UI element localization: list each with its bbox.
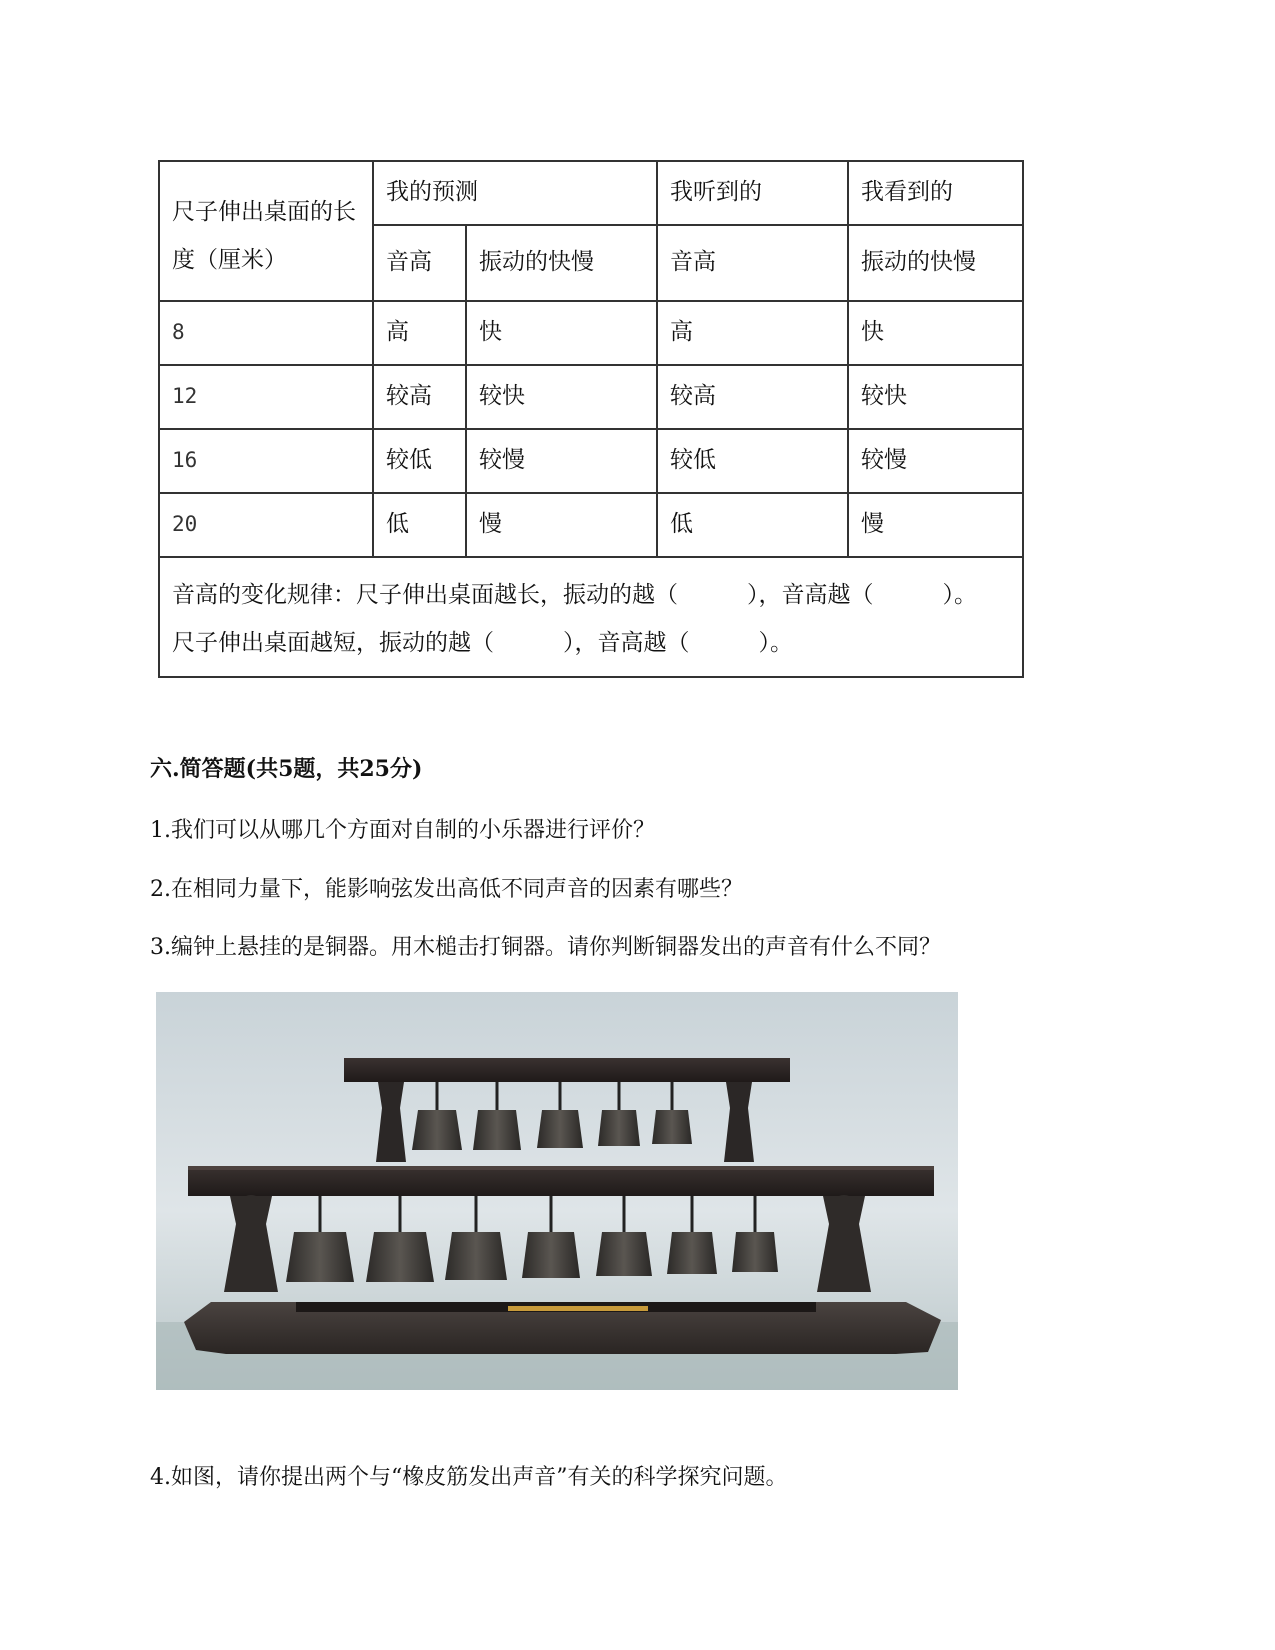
header-prediction: 我的预测 xyxy=(373,161,657,225)
pitch-rule-cell xyxy=(159,557,1023,677)
table-footer-row xyxy=(159,557,1023,677)
cell-heard-pitch: 较低 xyxy=(657,429,848,493)
experiment-table xyxy=(158,160,1024,678)
question-4: 4.如图，请你提出两个与“橡皮筋发出声音”有关的科学探究问题。 xyxy=(150,1465,788,1490)
cell-seen-speed: 较慢 xyxy=(848,429,1023,493)
cell-seen-speed: 慢 xyxy=(848,493,1023,557)
cell-length: 16 xyxy=(159,429,373,493)
section-title: 六.简答题(共5题，共25分) xyxy=(150,756,423,782)
cell-pred-pitch: 低 xyxy=(373,493,466,557)
cell-pred-speed: 快 xyxy=(466,301,657,365)
cell-length: 12 xyxy=(159,365,373,429)
cell-pred-pitch: 高 xyxy=(373,301,466,365)
table-row xyxy=(159,301,1023,365)
cell-heard-pitch: 高 xyxy=(657,301,848,365)
table-row xyxy=(159,429,1023,493)
pitch-rule-line-2: 尺子伸出桌面越短，振动的越（ ），音高越（ ）。 xyxy=(172,630,793,656)
question-2: 2.在相同力量下，能影响弦发出高低不同声音的因素有哪些？ xyxy=(150,877,743,902)
table-header-row xyxy=(159,161,1023,225)
subheader-heard-pitch: 音高 xyxy=(657,225,848,301)
question-1: 1.我们可以从哪几个方面对自制的小乐器进行评价？ xyxy=(150,818,655,843)
cell-heard-pitch: 低 xyxy=(657,493,848,557)
cell-heard-pitch: 较高 xyxy=(657,365,848,429)
subheader-pred-speed: 振动的快慢 xyxy=(466,225,657,301)
table-row xyxy=(159,493,1023,557)
cell-pred-speed: 慢 xyxy=(466,493,657,557)
pitch-rule-line-1: 音高的变化规律：尺子伸出桌面越长，振动的越（ ），音高越（ ）。 xyxy=(172,582,977,608)
cell-length: 8 xyxy=(159,301,373,365)
cell-pred-speed: 较快 xyxy=(466,365,657,429)
cell-seen-speed: 较快 xyxy=(848,365,1023,429)
cell-pred-pitch: 较高 xyxy=(373,365,466,429)
question-3: 3.编钟上悬挂的是铜器。用木槌击打铜器。请你判断铜器发出的声音有什么不同？ xyxy=(150,935,941,960)
table-row xyxy=(159,365,1023,429)
header-heard: 我听到的 xyxy=(657,161,848,225)
header-length: 尺子伸出桌面的长度（厘米） xyxy=(159,161,373,301)
subheader-pred-pitch: 音高 xyxy=(373,225,466,301)
cell-pred-speed: 较慢 xyxy=(466,429,657,493)
cell-length: 20 xyxy=(159,493,373,557)
cell-seen-speed: 快 xyxy=(848,301,1023,365)
header-seen: 我看到的 xyxy=(848,161,1023,225)
subheader-seen-speed: 振动的快慢 xyxy=(848,225,1023,301)
cell-pred-pitch: 较低 xyxy=(373,429,466,493)
chime-bells-photo xyxy=(156,992,958,1390)
